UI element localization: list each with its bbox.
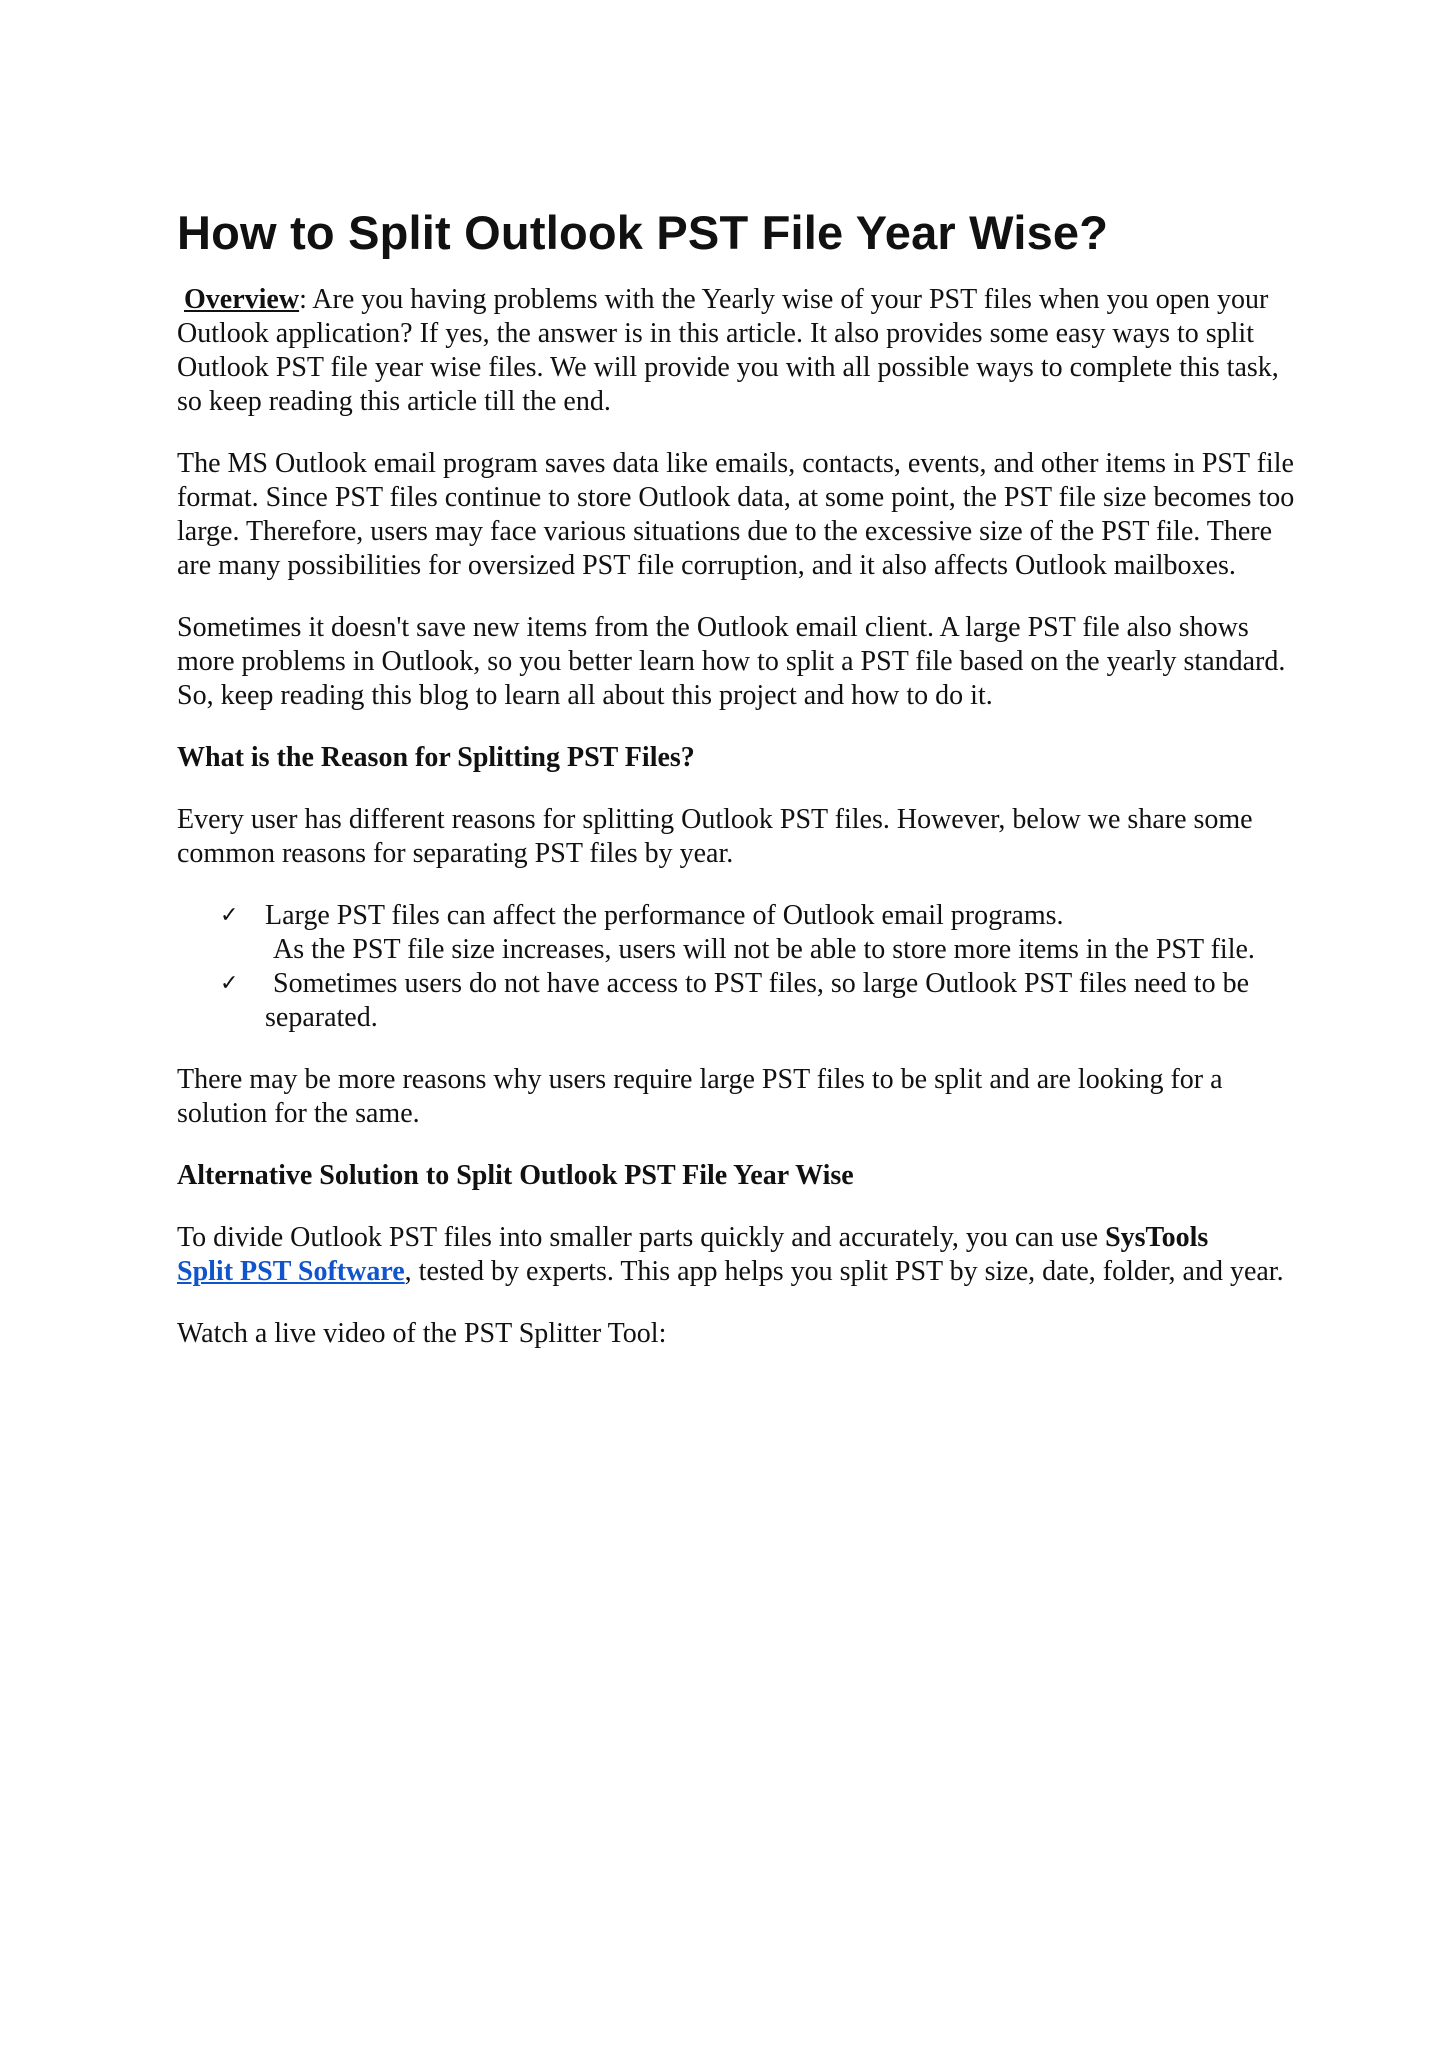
overview-text: : Are you having problems with the Yearly wise of your PST files when you open your Outlook application? If yes, the answer is in this article. It also provides some easy ways to split Outlook PST file year wise files. We will provide you with all possible ways to complete this task, so keep reading this article till the end.: [177, 284, 1279, 417]
solution-text-after: , tested by experts. This app helps you split PST by size, date, folder, and year.: [404, 1256, 1284, 1287]
list-item: [177, 899, 1297, 933]
reasons-outro: There may be more reasons why users require large PST files to be split and are looking for a solution for the same.: [177, 1064, 1223, 1129]
document-page: [177, 205, 1297, 1351]
checkmark-icon: ✓: [220, 903, 239, 928]
list-item-text: Sometimes users do not have access to PST files, so large Outlook PST files need to be separated.: [265, 968, 1249, 1033]
reasons-list: [177, 899, 1297, 1035]
reasons-intro: Every user has different reasons for splitting Outlook PST files. However, below we share some common reasons for separating PST files by year.: [177, 804, 1253, 869]
list-item-text: As the PST file size increases, users will not be able to store more items in the PST file.: [273, 934, 1255, 965]
list-item: [177, 967, 1297, 1035]
body-paragraph-2: Sometimes it doesn't save new items from the Outlook email client. A large PST file also shows more problems in Outlook, so you better learn how to split a PST file based on the yearly standard. So, keep reading this blog to learn all about this project and how to do it.: [177, 612, 1286, 711]
list-item-text: Large PST files can affect the performance of Outlook email programs.: [265, 900, 1064, 931]
split-pst-software-link[interactable]: Split PST Software: [177, 1256, 405, 1287]
body-paragraph-1: The MS Outlook email program saves data like emails, contacts, events, and other items in PST file format. Since PST files continue to store Outlook data, at some point, the PST file size becomes too large. Therefore, users may face various situations due to the excessive size of the PST file. There are many possibilities for oversized PST file corruption, and it also affects Outlook mailboxes.: [177, 448, 1295, 581]
checkmark-icon: ✓: [220, 971, 239, 996]
solution-text-before: To divide Outlook PST files into smaller parts quickly and accurately, you can use: [177, 1222, 1106, 1253]
video-caption: Watch a live video of the PST Splitter Tool:: [177, 1318, 667, 1349]
overview-paragraph: [177, 283, 1297, 419]
brand-name: SysTools: [1105, 1222, 1209, 1253]
page-title: How to Split Outlook PST File Year Wise?: [177, 206, 1109, 259]
overview-label: Overview: [184, 284, 300, 315]
list-item: [177, 933, 1297, 967]
section-heading-reasons: What is the Reason for Splitting PST Files?: [177, 742, 695, 773]
section-heading-solution: Alternative Solution to Split Outlook PST File Year Wise: [177, 1160, 854, 1191]
solution-paragraph: [177, 1221, 1297, 1289]
